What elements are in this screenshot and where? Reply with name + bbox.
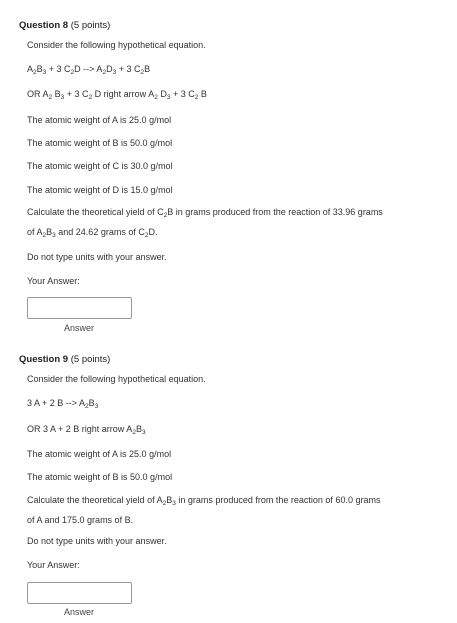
question-intro: Consider the following hypothetical equation. (27, 40, 206, 50)
your-answer-label: Your Answer: (27, 276, 80, 286)
calculation-prompt: Calculate the theoretical yield of $C_2B$ in grams produced from the reaction of 33.96 grams of $A_2B_3$ and 24.62 grams of $C_2D$. (27, 207, 383, 239)
atomic-weight-b: The atomic weight of B is 50.0 g/mol (27, 138, 173, 148)
equation-line: 3 A + 2 B --> $A_2B_3$ (27, 398, 99, 410)
atomic-weight-b: The atomic weight of B is 50.0 g/mol (27, 472, 173, 482)
no-units-note: Do not type units with your answer. (27, 536, 167, 546)
question-number: Question 8 (19, 20, 69, 31)
question-points: (5 points) (70, 354, 111, 365)
atomic-weight-c: The atomic weight of C is 30.0 g/mol (27, 161, 173, 171)
answer-caption: Answer (64, 607, 95, 617)
question-number: Question 9 (19, 354, 69, 365)
question-8-title (19, 20, 110, 31)
answer-input[interactable] (27, 297, 132, 319)
question-9-title (19, 354, 110, 365)
answer-input[interactable] (27, 582, 132, 604)
atomic-weight-a: The atomic weight of A is 25.0 g/mol (27, 115, 172, 125)
atomic-weight-a: The atomic weight of A is 25.0 g/mol (27, 449, 172, 459)
atomic-weight-d: The atomic weight of D is 15.0 g/mol (27, 185, 173, 195)
question-points: (5 points) (70, 20, 111, 31)
answer-caption: Answer (64, 323, 95, 333)
equation-alt-line: OR $A_2$ $B_3 + 3$ $C_2$ D right arrow $A_2$ $D_3 + 3$ $C_2$ B (27, 89, 207, 101)
no-units-note: Do not type units with your answer. (27, 252, 167, 262)
equation-line: $A_2B_3 + 3$ $C_2D$ --> $A_2D_3 + 3$ $C_2B$ (27, 64, 151, 76)
question-intro: Consider the following hypothetical equation. (27, 374, 206, 384)
calculation-prompt: Calculate the theoretical yield of $A_2B_3$ in grams produced from the reaction of 60.0 grams of A and 175.0 grams of B. (27, 495, 381, 525)
equation-alt-line: OR 3 A + 2 B right arrow $A_2B_3$ (27, 424, 146, 436)
your-answer-label: Your Answer: (27, 560, 80, 570)
